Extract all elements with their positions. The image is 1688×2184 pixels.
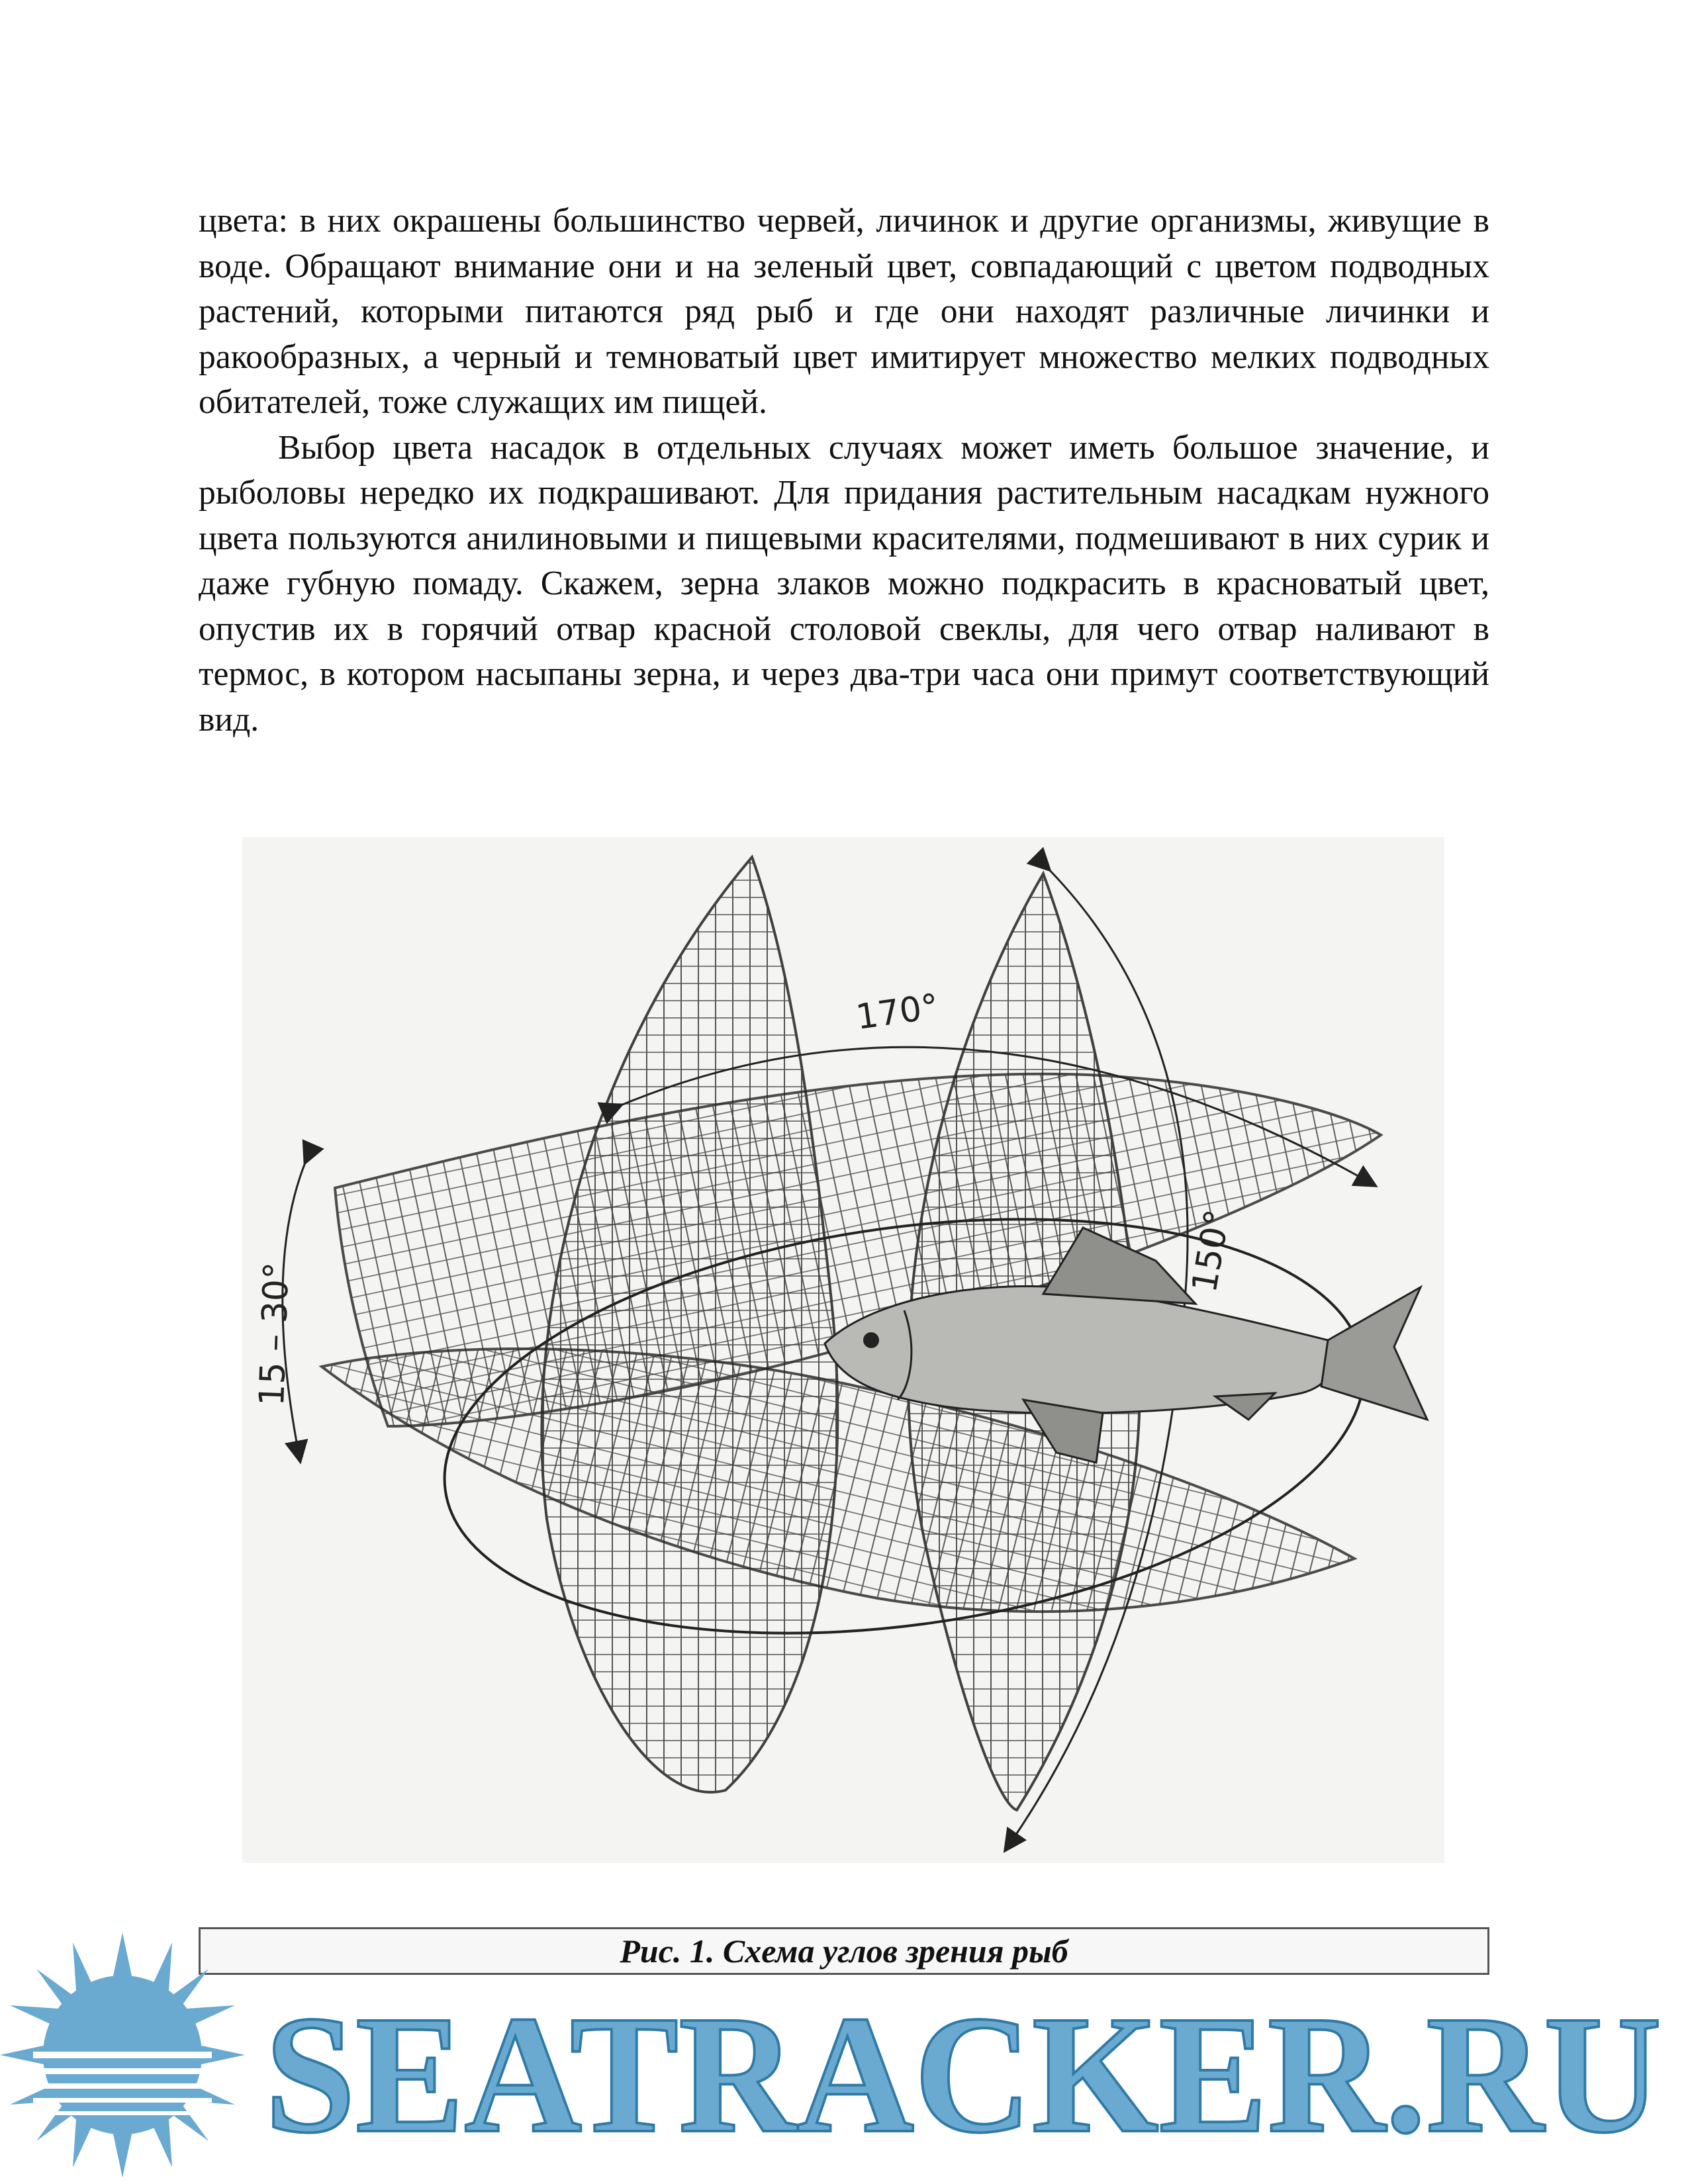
label-150: 150° — [1184, 1206, 1239, 1296]
label-170: 170° — [853, 987, 941, 1038]
label-15-30: 15 – 30° — [252, 1261, 297, 1407]
sun-logo-icon — [0, 1933, 245, 2177]
figure-caption: Рис. 1. Схема углов зрения рыб — [199, 1927, 1489, 1975]
seatracker-watermark — [0, 1933, 1688, 2184]
watermark-text: SEATRACKER.RU — [265, 1981, 1662, 2168]
article-text — [199, 199, 1489, 743]
paragraph-1: цвета: в них окрашены большинство червей, личинок и другие организмы, живущие в воде. Обращают внимание они и на зеленый цвет, совпадающий с цветом подводных растений, которыми питаются ряд рыб и где они находят различные личинки и ракообразных, а черный и темноватый цвет имитирует множество мелких подводных обитателей, тоже служащих им пищей. — [199, 202, 1489, 421]
fish-vision-diagram — [242, 837, 1444, 1863]
paragraph-2: Выбор цвета насадок в отдельных случаях может иметь большое значение, и рыболовы нередко их подкрашивают. Для придания растительным насадкам нужного цвета пользуются анилиновыми и пищевыми красителями, подмешивают в них сурик и даже губную помаду. Скажем, зерна злаков можно подкрасить в красноватый цвет, опустив их в горячий отвар красной столовой свеклы, для чего отвар наливают в термос, в котором насыпаны зерна, и через два-три часа они примут соответствующий вид. — [199, 428, 1489, 739]
